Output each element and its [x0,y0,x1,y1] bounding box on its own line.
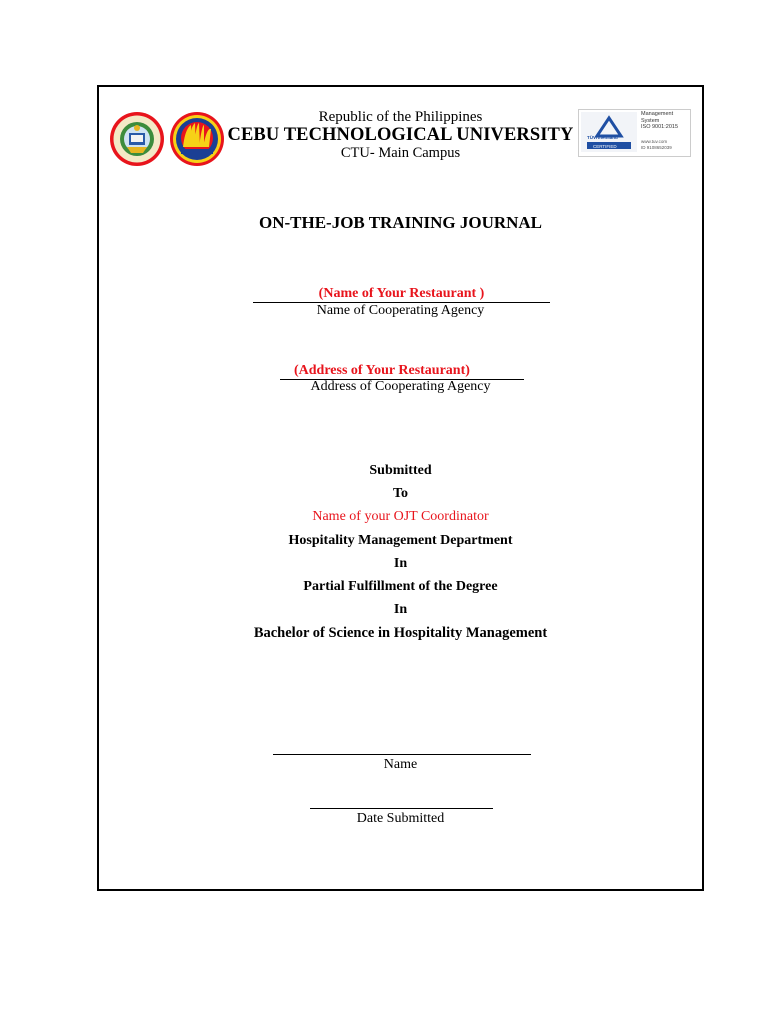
university-name: CEBU TECHNOLOGICAL UNIVERSITY [227,125,574,145]
name-signature-line[interactable] [273,754,531,755]
date-submitted-line[interactable] [310,808,493,809]
tuv-certification-badge [578,109,691,157]
tuv-brand: TÜVRheinland [587,135,618,140]
agency-address-label: Address of Cooperating Agency [310,379,491,394]
tuv-id: ID 9108652039 [641,144,672,150]
country-line: Republic of the Philippines [318,109,483,125]
submitted-line: Submitted [369,463,432,478]
restaurant-address-text: (Address of Your Restaurant) [294,363,470,378]
tuv-line1: Management [641,111,674,117]
document-title: ON-THE-JOB TRAINING JOURNAL [258,213,543,232]
to-line: To [392,486,409,501]
tuv-url: www.tuv.com [641,139,668,144]
name-label: Name [383,757,418,772]
partial-fulfillment-line: Partial Fulfillment of the Degree [303,579,498,594]
in-line-2: In [393,602,408,617]
in-line-1: In [393,556,408,571]
restaurant-address-field[interactable] [280,363,524,380]
department-line: Hospitality Management Department [288,533,513,548]
campus-line: CTU- Main Campus [340,145,461,161]
tuv-certified: CERTIFIED [593,144,617,149]
restaurant-name-field[interactable]: (Name of Your Restaurant ) [253,286,550,303]
tuv-line3: ISO 9001:2015 [641,124,679,130]
tuv-line2: System [641,117,660,124]
degree-line: Bachelor of Science in Hospitality Management [253,625,548,641]
document-page [97,85,704,891]
agency-name-label: Name of Cooperating Agency [316,303,485,318]
date-submitted-label: Date Submitted [356,811,445,826]
coordinator-name[interactable]: Name of your OJT Coordinator [312,509,489,524]
